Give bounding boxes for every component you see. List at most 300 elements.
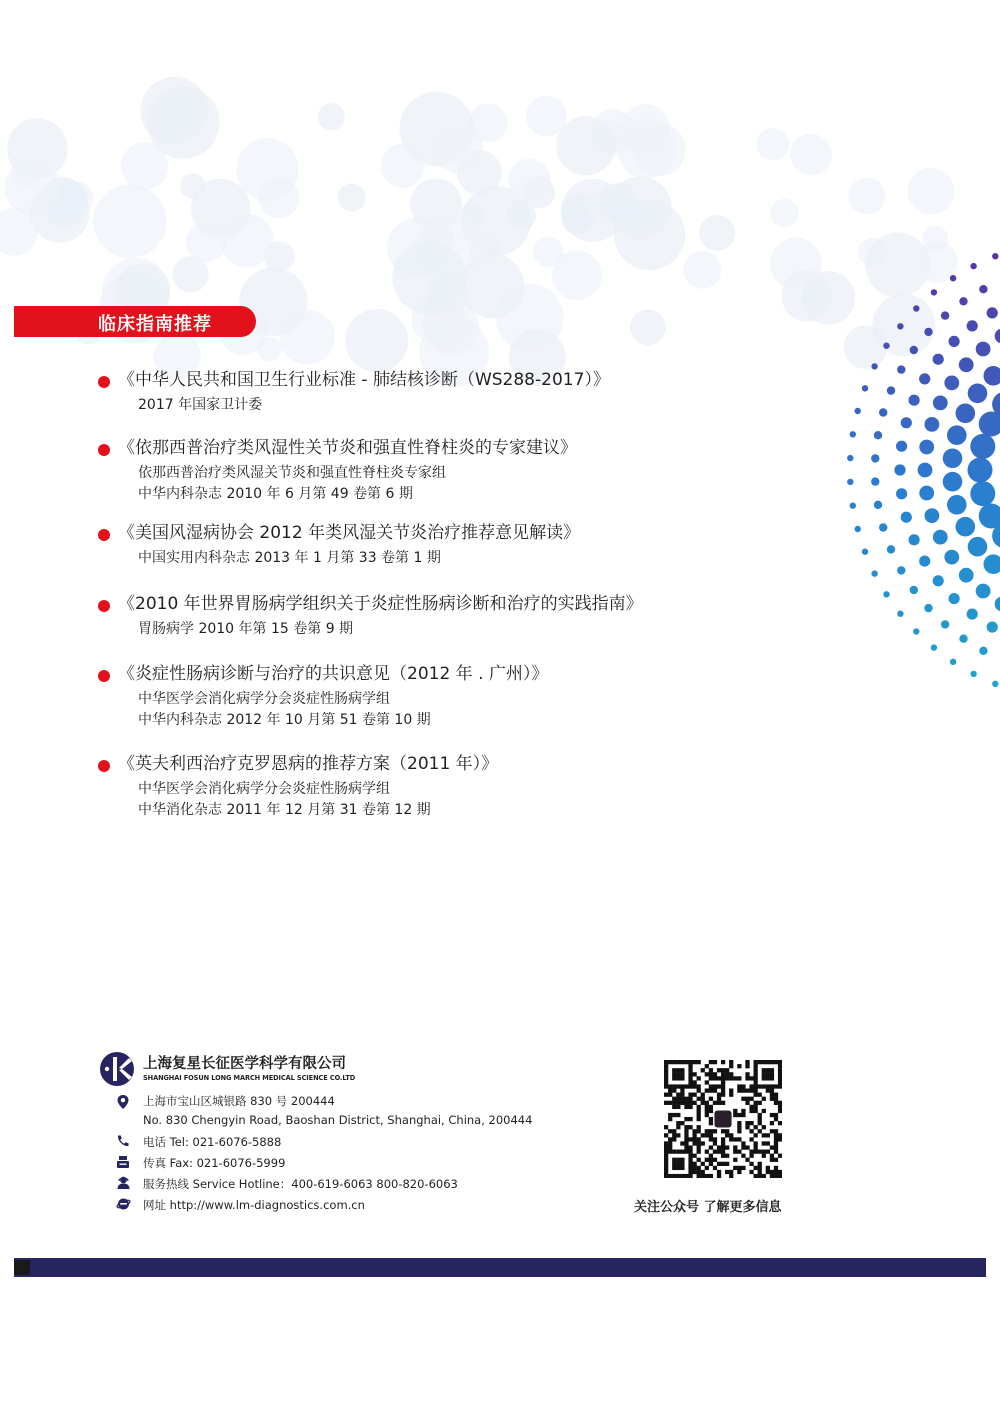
decorative-dot [979, 412, 1000, 437]
decorative-dot [933, 354, 944, 365]
qr-module [672, 1101, 676, 1105]
qr-module [701, 1162, 705, 1166]
reference-detail: 依那西普治疗类风湿关节炎和强直性脊柱炎专家组 [138, 465, 446, 481]
qr-module [701, 1101, 705, 1105]
qr-module [684, 1133, 688, 1137]
background-bubble [908, 168, 955, 215]
qr-module [758, 1129, 762, 1133]
qr-module [770, 1072, 774, 1076]
qr-module [697, 1105, 701, 1109]
qr-module [709, 1117, 713, 1121]
qr-module [774, 1158, 778, 1162]
qr-module [729, 1174, 733, 1178]
qr-module [770, 1154, 774, 1158]
qr-module [737, 1170, 741, 1174]
qr-module [733, 1166, 737, 1170]
qr-module [701, 1097, 705, 1101]
qr-module [770, 1068, 774, 1072]
qr-module [745, 1121, 749, 1125]
decorative-dot [995, 597, 1000, 612]
decorative-dot [894, 464, 905, 475]
qr-module [717, 1150, 721, 1154]
qr-module [745, 1088, 749, 1092]
qr-module [705, 1109, 709, 1113]
qr-module [758, 1101, 762, 1105]
qr-module [762, 1125, 766, 1129]
decorative-dot [944, 550, 959, 565]
qr-module [717, 1076, 721, 1080]
qr-module [774, 1137, 778, 1141]
qr-caption: 关注公众号 了解更多信息 [634, 1200, 782, 1215]
qr-module [762, 1133, 766, 1137]
decorative-dot [959, 357, 974, 372]
decorative-dot [897, 611, 903, 617]
decorative-dot [901, 417, 912, 428]
qr-module [754, 1150, 758, 1154]
qr-module [697, 1117, 701, 1121]
qr-module [770, 1174, 774, 1178]
qr-module [721, 1101, 725, 1105]
decorative-dot [871, 477, 879, 485]
decorative-dot [970, 263, 976, 269]
background-bubble [630, 309, 666, 345]
qr-module [778, 1154, 782, 1158]
location-pin-icon [116, 1094, 130, 1110]
qr-module [676, 1174, 680, 1178]
qr-module [762, 1084, 766, 1088]
qr-module [733, 1113, 737, 1117]
qr-module [697, 1060, 701, 1064]
decorative-dot [897, 365, 905, 373]
decorative-dot [862, 549, 868, 555]
qr-module [766, 1084, 770, 1088]
reference-title: 《炎症性肠病诊断与治疗的共识意见（2012 年 . 广州）》 [118, 664, 549, 684]
qr-module [676, 1093, 680, 1097]
qr-module [697, 1145, 701, 1149]
qr-module [770, 1170, 774, 1174]
company-name-en: SHANGHAI FOSUN LONG MARCH MEDICAL SCIENCE CO.LTD [143, 1074, 356, 1082]
qr-module [717, 1093, 721, 1097]
qr-module [737, 1113, 741, 1117]
qr-module [676, 1121, 680, 1125]
qr-module [664, 1158, 668, 1162]
qr-module [676, 1072, 680, 1076]
reference-detail: 中华医学会消化病学分会炎症性肠病学组 [138, 781, 390, 797]
fax: 传真 Fax: 021-6076-5999 [143, 1156, 286, 1170]
service-hotline: 服务热线 Service Hotline：400-619-6063 800-820-6063 [143, 1177, 458, 1191]
qr-module [737, 1137, 741, 1141]
qr-module [766, 1133, 770, 1137]
qr-module [688, 1162, 692, 1166]
qr-module [754, 1133, 758, 1137]
qr-module [709, 1154, 713, 1158]
qr-center-logo [714, 1110, 731, 1127]
decorative-dot [968, 537, 988, 557]
qr-module [721, 1137, 725, 1141]
qr-module [697, 1076, 701, 1080]
reference-detail: 2017 年国家卫计委 [138, 397, 263, 413]
decorative-dot [992, 681, 998, 687]
qr-module [688, 1060, 692, 1064]
qr-module [778, 1137, 782, 1141]
qr-module [680, 1101, 684, 1105]
qr-module [770, 1076, 774, 1080]
qr-module [668, 1101, 672, 1105]
qr-module [664, 1093, 668, 1097]
qr-module [668, 1084, 672, 1088]
qr-module [725, 1170, 729, 1174]
qr-module [676, 1113, 680, 1117]
qr-module [766, 1170, 770, 1174]
qr-module [697, 1113, 701, 1117]
qr-module [688, 1101, 692, 1105]
qr-module [725, 1076, 729, 1080]
background-bubble [258, 337, 282, 361]
qr-module [721, 1072, 725, 1076]
qr-module [774, 1141, 778, 1145]
decorative-dot [976, 584, 991, 599]
qr-module [741, 1113, 745, 1117]
qr-module [709, 1121, 713, 1125]
background-bubble [392, 241, 466, 315]
qr-module [762, 1068, 766, 1072]
background-bubble [757, 128, 790, 161]
qr-module [737, 1088, 741, 1092]
qr-module [721, 1145, 725, 1149]
qr-module [684, 1125, 688, 1129]
qr-module [754, 1076, 758, 1080]
qr-module [729, 1133, 733, 1137]
qr-module [709, 1097, 713, 1101]
qr-module [762, 1174, 766, 1178]
qr-module [684, 1129, 688, 1133]
decorative-dot [897, 566, 905, 574]
qr-module [692, 1141, 696, 1145]
qr-module [754, 1064, 758, 1068]
qr-module [692, 1093, 696, 1097]
qr-module [664, 1141, 668, 1145]
qr-module [745, 1072, 749, 1076]
qr-module [737, 1166, 741, 1170]
qr-module [672, 1084, 676, 1088]
qr-module [680, 1150, 684, 1154]
qr-module [664, 1068, 668, 1072]
qr-module [745, 1064, 749, 1068]
qr-module [758, 1093, 762, 1097]
qr-module [733, 1137, 737, 1141]
qr-module [705, 1072, 709, 1076]
qr-module [713, 1101, 717, 1105]
decorative-dot [924, 328, 932, 336]
decorative-dot [887, 386, 895, 394]
qr-module [729, 1088, 733, 1092]
qr-code[interactable] [664, 1060, 782, 1178]
qr-module [713, 1076, 717, 1080]
qr-module [697, 1174, 701, 1178]
qr-module [668, 1141, 672, 1145]
qr-module [766, 1166, 770, 1170]
decorative-dot [968, 384, 988, 404]
decorative-dot [987, 307, 998, 318]
qr-module [754, 1105, 758, 1109]
qr-module [701, 1133, 705, 1137]
decorative-dot [979, 504, 1000, 529]
qr-module [701, 1141, 705, 1145]
qr-module [745, 1125, 749, 1129]
qr-module [684, 1174, 688, 1178]
qr-module [778, 1076, 782, 1080]
decorative-dot [897, 323, 903, 329]
qr-module [688, 1076, 692, 1080]
decorative-dot [850, 503, 856, 509]
qr-module [733, 1145, 737, 1149]
qr-module [745, 1101, 749, 1105]
background-bubble [180, 173, 206, 199]
qr-module [705, 1105, 709, 1109]
qr-module [758, 1060, 762, 1064]
decorative-dot [949, 336, 960, 347]
qr-module [737, 1125, 741, 1129]
decorative-dot [979, 647, 987, 655]
qr-module [749, 1129, 753, 1133]
qr-module [754, 1084, 758, 1088]
decorative-dot [992, 253, 998, 259]
qr-module [701, 1170, 705, 1174]
reference-title: 《中华人民共和国卫生行业标准 - 肺结核诊断（WS288-2017）》 [118, 370, 610, 390]
background-bubble [848, 178, 885, 215]
decorative-dot [925, 417, 940, 432]
qr-module [754, 1145, 758, 1149]
qr-module [758, 1170, 762, 1174]
background-bubble [220, 214, 274, 268]
qr-module [774, 1129, 778, 1133]
qr-module [709, 1076, 713, 1080]
qr-module [741, 1141, 745, 1145]
decorative-dot [941, 620, 949, 628]
background-bubble [345, 309, 408, 372]
qr-module [778, 1101, 782, 1105]
qr-module [684, 1141, 688, 1145]
qr-module [709, 1105, 713, 1109]
background-bubble [318, 103, 345, 130]
qr-module [770, 1145, 774, 1149]
phone: 电话 Tel: 021-6076-5888 [143, 1135, 282, 1149]
browser-icon [116, 1196, 131, 1211]
qr-module [684, 1101, 688, 1105]
qr-module [688, 1137, 692, 1141]
decorative-dot [959, 568, 974, 583]
decorative-dot [976, 342, 991, 357]
qr-module [688, 1105, 692, 1109]
qr-module [692, 1137, 696, 1141]
qr-module [745, 1145, 749, 1149]
qr-module [688, 1174, 692, 1178]
background-bubble [790, 134, 832, 176]
background-bubble [172, 256, 208, 292]
qr-module [729, 1060, 733, 1064]
qr-module [701, 1174, 705, 1178]
qr-module [688, 1117, 692, 1121]
qr-module [680, 1084, 684, 1088]
qr-module [733, 1109, 737, 1113]
qr-module [680, 1141, 684, 1145]
qr-module [754, 1109, 758, 1113]
decorative-dot [874, 501, 882, 509]
qr-module [713, 1084, 717, 1088]
qr-module [717, 1162, 721, 1166]
qr-module [770, 1093, 774, 1097]
qr-module [668, 1145, 672, 1149]
qr-module [778, 1109, 782, 1113]
qr-module [672, 1113, 676, 1117]
qr-module [664, 1162, 668, 1166]
qr-module [713, 1166, 717, 1170]
qr-module [697, 1170, 701, 1174]
qr-module [774, 1097, 778, 1101]
bullet-icon [98, 529, 110, 541]
qr-module [692, 1133, 696, 1137]
decorative-dot [887, 545, 895, 553]
decorative-dot [970, 481, 995, 506]
qr-module [664, 1084, 668, 1088]
decorative-dot-pattern [830, 235, 1000, 715]
qr-module [684, 1060, 688, 1064]
qr-module [680, 1097, 684, 1101]
qr-module [713, 1129, 717, 1133]
decorative-dot [879, 408, 887, 416]
qr-module [692, 1162, 696, 1166]
qr-module [770, 1113, 774, 1117]
qr-module [717, 1068, 721, 1072]
qr-module [713, 1150, 717, 1154]
qr-module [664, 1076, 668, 1080]
qr-module [774, 1166, 778, 1170]
qr-module [774, 1113, 778, 1117]
decorative-dot [984, 554, 1000, 574]
section-title-tab [14, 306, 256, 337]
qr-module [774, 1174, 778, 1178]
decorative-dot [967, 609, 978, 620]
decorative-dot [943, 472, 963, 492]
qr-module [668, 1088, 672, 1092]
decorative-dot [879, 523, 887, 531]
decorative-dot [931, 644, 937, 650]
qr-module [697, 1158, 701, 1162]
qr-module [664, 1080, 668, 1084]
qr-module [664, 1145, 668, 1149]
qr-module [697, 1150, 701, 1154]
qr-module [672, 1068, 676, 1072]
qr-module [758, 1117, 762, 1121]
qr-module [705, 1150, 709, 1154]
bottom-band [14, 1258, 986, 1277]
qr-module [749, 1097, 753, 1101]
qr-module [709, 1174, 713, 1178]
qr-module [680, 1060, 684, 1064]
qr-module [676, 1076, 680, 1080]
qr-module [717, 1174, 721, 1178]
qr-module [749, 1088, 753, 1092]
qr-module [672, 1137, 676, 1141]
qr-module [729, 1137, 733, 1141]
qr-module [766, 1068, 770, 1072]
qr-module [672, 1158, 676, 1162]
qr-module [778, 1072, 782, 1076]
qr-module [766, 1060, 770, 1064]
qr-module [701, 1068, 705, 1072]
qr-module [668, 1129, 672, 1133]
qr-module [774, 1060, 778, 1064]
qr-module [754, 1141, 758, 1145]
qr-module [721, 1129, 725, 1133]
qr-module [697, 1125, 701, 1129]
qr-module [680, 1088, 684, 1092]
qr-module [774, 1133, 778, 1137]
qr-module [705, 1101, 709, 1105]
qr-module [688, 1080, 692, 1084]
qr-module [709, 1072, 713, 1076]
qr-module [705, 1113, 709, 1117]
company-logo-icon [98, 1050, 136, 1088]
qr-module [692, 1166, 696, 1170]
qr-module [758, 1174, 762, 1178]
qr-module [672, 1129, 676, 1133]
decorative-dot [919, 440, 934, 455]
qr-module [721, 1080, 725, 1084]
qr-module [754, 1080, 758, 1084]
qr-module [721, 1141, 725, 1145]
qr-module [676, 1133, 680, 1137]
qr-module [770, 1121, 774, 1125]
qr-module [705, 1158, 709, 1162]
decorative-dot [896, 441, 907, 452]
qr-module [676, 1084, 680, 1088]
qr-module [692, 1154, 696, 1158]
decorative-dot [949, 593, 960, 604]
qr-module [709, 1129, 713, 1133]
bottom-band-edge [14, 1260, 30, 1275]
qr-module [684, 1117, 688, 1121]
qr-module [741, 1166, 745, 1170]
qr-module [697, 1109, 701, 1113]
decorative-dot [871, 363, 877, 369]
decorative-dot [850, 431, 856, 437]
qr-module [749, 1076, 753, 1080]
qr-module [684, 1084, 688, 1088]
qr-module [754, 1072, 758, 1076]
qr-module [717, 1101, 721, 1105]
decorative-dot [950, 275, 956, 281]
qr-module [684, 1097, 688, 1101]
qr-module [697, 1088, 701, 1092]
decorative-dot [847, 455, 853, 461]
qr-module [778, 1121, 782, 1125]
decorative-dot [913, 628, 919, 634]
qr-module [672, 1105, 676, 1109]
reference-title: 《美国风湿病协会 2012 年类风湿关节炎治疗推荐意见解读》 [118, 523, 581, 543]
qr-module [713, 1060, 717, 1064]
qr-module [688, 1145, 692, 1149]
decorative-dot [855, 408, 861, 414]
qr-module [672, 1166, 676, 1170]
qr-module [774, 1093, 778, 1097]
qr-module [664, 1064, 668, 1068]
qr-module [721, 1150, 725, 1154]
qr-module [676, 1158, 680, 1162]
background-bubble [121, 142, 168, 189]
qr-module [684, 1105, 688, 1109]
qr-module [762, 1072, 766, 1076]
